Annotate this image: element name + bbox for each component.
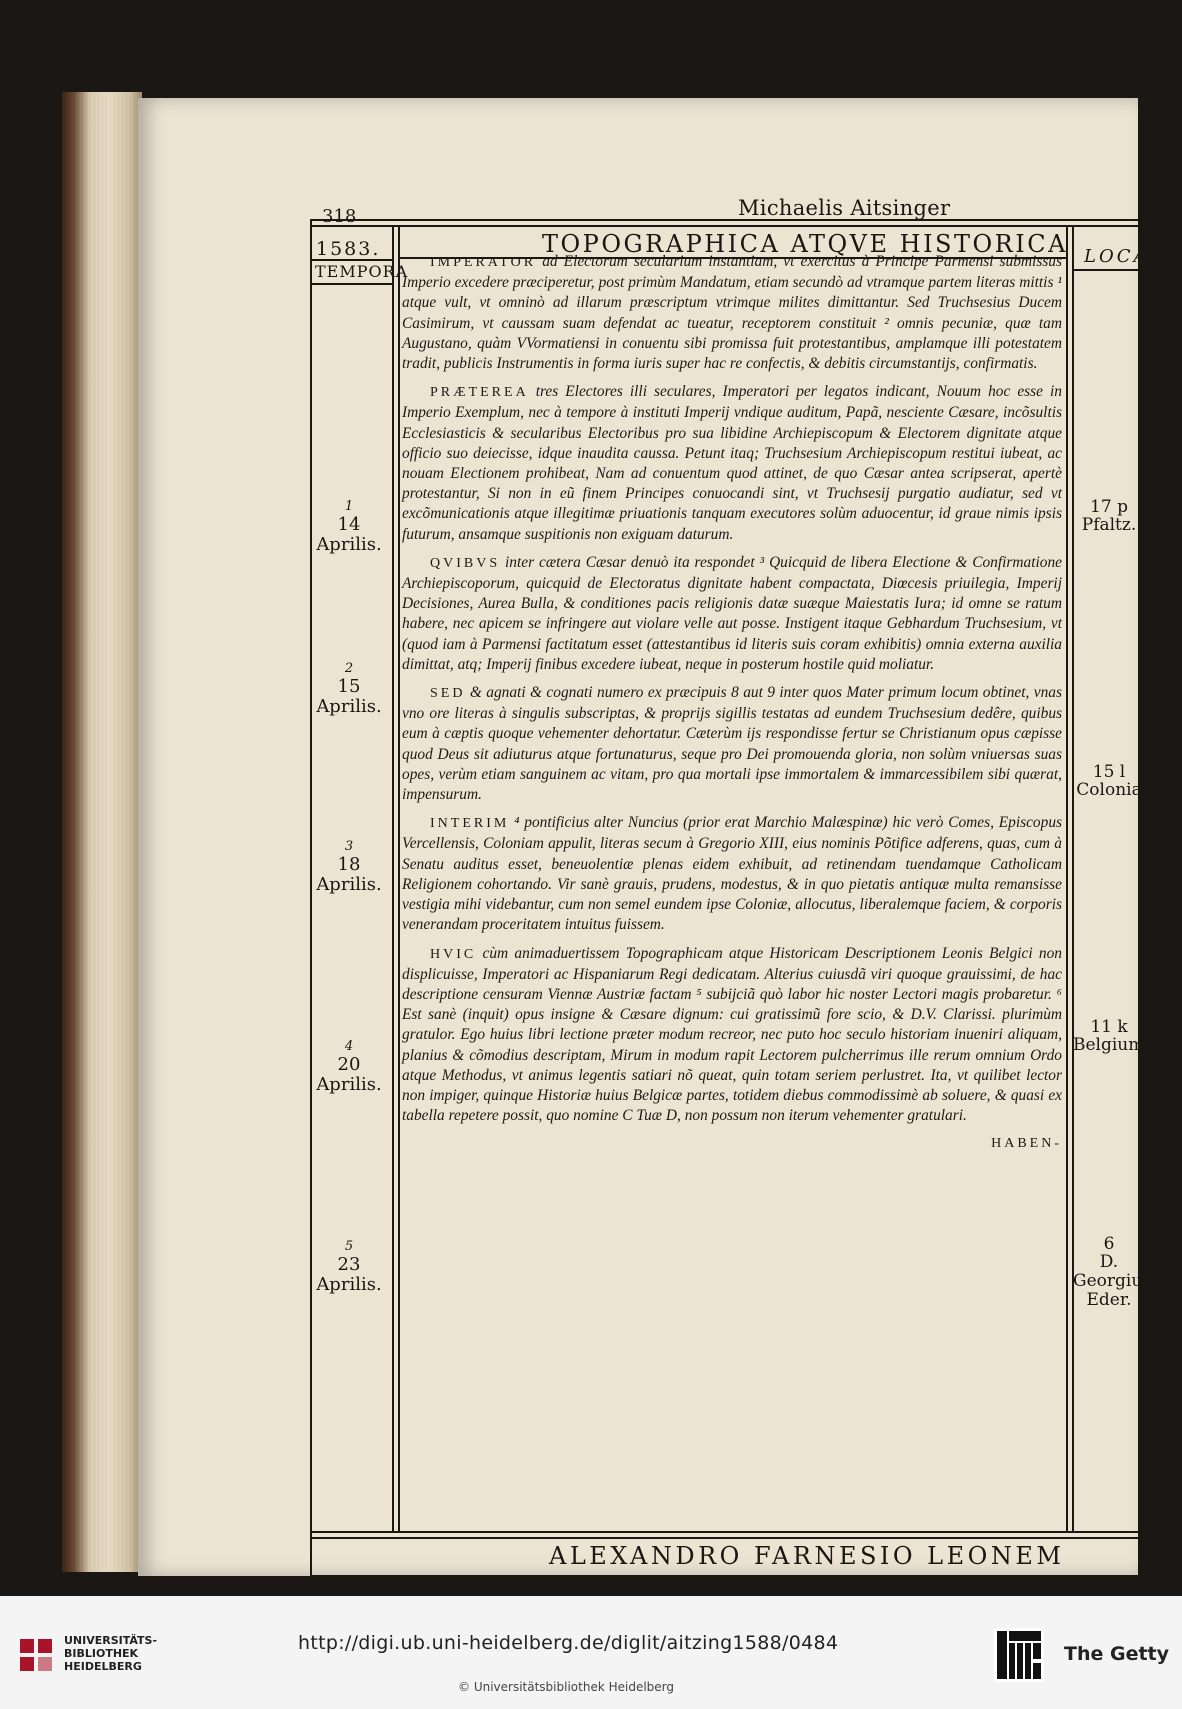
paragraph: HVIC cùm animaduertissem Topographicam atque Historicam Descriptionem Leonis Belgici non displicuisse, Imperatori ac Hispaniarum Regi dedicatam. Alterius cuiusdã viri quoque grauissimi, de hac descriptione censuram Viennæ Austriæ factam ⁵ subijciã quò labor hic noster Lectori magis probaretur. ⁶ Est sanè (inquit) opus insigne & Cæsare dignum: cui gratissimũ fore scio, & D.V. Clarissi. plurimùm gratulor. Ego huius libri lectione præter modum recreor, nec puto hoc seculo historiam inueniri aliquam, planius & cõmodius descriptam, Mirum in modum rapit Lectorem pulcherrimus ille rerum omnium Ordo atque Methodus, vt animus legentis satiari nõ queat, quin totam seriem perlustret. Ita, vt quilibet lector non impiger, quinque Historiæ huius Belgicæ partes, totidem diebus commodissimè ab soluere, & quasi ex tabella repetere possit, quo nomine C Tuæ D, non possum non iterum vehementer gratulari. xyxy=(402,944,1062,1125)
date-entry: 3 18 Aprilis. xyxy=(316,839,382,895)
paragraph: PRÆTEREA tres Electores illi seculares, Imperatori per legatos indicant, Nouum hoc esse in Imperio Exemplum, nec à tempore à instituti Imperij vndique auditum, Papã, nesciente Cæsare, incõsultis Ecclesiasticis & secularibus Electoribus pro sua libidine Archiepiscopum & Electorem dignitate atque officio suo deiecisse, idque inaudita caussa. Petunt itaq; Truchsesium Archiepiscopum restitui iubeat, ac nouam Electionem prohibeat, Nam ad conuentum quod attinet, de quo Cæsar antea scripserat, apertè protestantur, Si non in eũ finem Principes conuocandi sint, vt Truchsesij purgatio audiatur, sed vt excõmunicationis atque illegitimæ priuationis tanquam executores solùm aduocentur, id graue nimis ipsis futurum, ansamque suspitionis non exiguam daturum. xyxy=(402,383,1062,543)
library-name: UNIVERSITÄTS- BIBLIOTHEK HEIDELBERG xyxy=(64,1634,158,1673)
viewer-footer xyxy=(0,1596,1182,1709)
permalink-url[interactable]: http://digi.ub.uni-heidelberg.de/diglit/aitzing1588/0484 xyxy=(298,1632,839,1654)
paragraph: SED & agnati & cognati numero ex præcipuis 8 aut 9 inter quos Mater primum locum obtinet, vnas vno ore literas à singulis subscriptas, & proprijs sigillis testatas ad eundem Truchsesium dedêre, quibus eum à cæptis quoque vehementer dehortatur. Cæterùm ijs respondisse fertur se Christianum opus cæpisse quod Deus sit adiuturus atque fortunaturus, seque pro Dei promouenda gloria, non solùm vniuersas suas opes, verùm etiam sanguinem ac vitam, pro qua mortali ipse immortalem & immarcessibilem sibi quærat, impensurum. xyxy=(402,684,1062,804)
footer-heading: ALEXANDRO FARNESIO LEONEM xyxy=(549,1542,1065,1570)
running-head: Michaelis Aitsinger xyxy=(738,196,951,220)
page-number: 318 xyxy=(322,206,357,227)
date-entry: 5 23 Aprilis. xyxy=(316,1239,382,1295)
paragraph: IMPERATOR ad Electorum secularium instantiam, vt exercitus à Principe Parmensi submissus Imperio excedere præciperetur, post primùm Mandatum, etiam secundò ad vtramque partem literas mittis ¹ atque vult, vt omninò ad illarum præscriptum vtrimque milites dimittantur. Sed Truchsesius Ducem Casimirum, vt caussam suam defendat ac tueatur, receptorem constituit ² omnis pecuniæ, quæ tam Augustano, quàm VVormatiensi in conuentu sibi promissa fuit protestantibus, amplamque illi potestatem tradit, publicis Instrumentis in forma iuris super hac re confectis, & debitis circumstantijs, confirmatis. xyxy=(402,253,1062,373)
page-heading: TOPOGRAPHICA ATQVE HISTORICA xyxy=(542,230,1068,258)
loca-entry: 11 k Belgium. xyxy=(1073,1017,1150,1055)
copyright-notice: © Universitätsbibliothek Heidelberg xyxy=(458,1680,675,1694)
getty-name: The Getty xyxy=(1064,1643,1170,1665)
year-label: 1583. xyxy=(316,238,381,260)
loca-entry: 15 l Colonia xyxy=(1076,762,1142,800)
book-page xyxy=(138,98,1151,1576)
paragraph: INTERIM ⁴ pontificius alter Nuncius (prior erat Marchio Malæspinæ) hic verò Comes, Episcopus Vercellensis, Coloniam appulit, literas secum à Gregorio XIII, eius nominis Põtifice adferens, quas, cum à Senatu auditus esset, beneuolentiæ plenas eidem exhibuit, ad retinendam tuendamque Catholicam Religionem cohortando. Vir sanè grauis, prudens, modestus, & in quo pietatis antiquæ multa remansisse vestigia mihi videbantur, cum non semel eundem ipse Coloniæ, allocutus, liberalemque faciem, & corporis venerandam proceritatem intuitus fuissem. xyxy=(402,814,1062,934)
university-library-logo-icon[interactable] xyxy=(18,1637,54,1673)
date-entry: 2 15 Aprilis. xyxy=(316,661,382,717)
loca-entry: 17 p Pfaltz. xyxy=(1081,497,1137,535)
paragraph: QVIBVS inter cætera Cæsar denuò ita respondet ³ Quicquid de libera Electione & Confirmatione Archiepiscoporum, quicquid de Electoratus dignitate habent compactata, Diœcesis priuilegia, Imperij Decisiones, Aurea Bulla, & conditiones pacis religionis datæ suæque Maiestatis Iura; id omne se ratum habere, nec apicem se infringere aut violare velle aut posse. Instigent itaque Gebhardum Truchsesium, vt (quod iam à Parmensi factitatum esset (attestantibus id literis suis coram exhibitis) omnia externa auxilia dimittat, atq; Imperij finibus excedere iubeat, neque in posterum hostile quid moliatur. xyxy=(402,553,1062,673)
date-entry: 1 14 Aprilis. xyxy=(316,499,382,555)
date-entry: 4 20 Aprilis. xyxy=(316,1039,382,1095)
loca-entry: 6 D. Georgius Eder. xyxy=(1073,1234,1151,1310)
loca-header: LOCA xyxy=(1084,246,1150,267)
main-text xyxy=(402,252,1062,1155)
tempora-header: TEMPORA xyxy=(315,262,409,281)
page-frame xyxy=(306,215,1151,1577)
catchword: HABEN- xyxy=(991,1136,1062,1152)
getty-logo-icon[interactable] xyxy=(994,1628,1044,1682)
book-page-edges xyxy=(62,92,142,1572)
